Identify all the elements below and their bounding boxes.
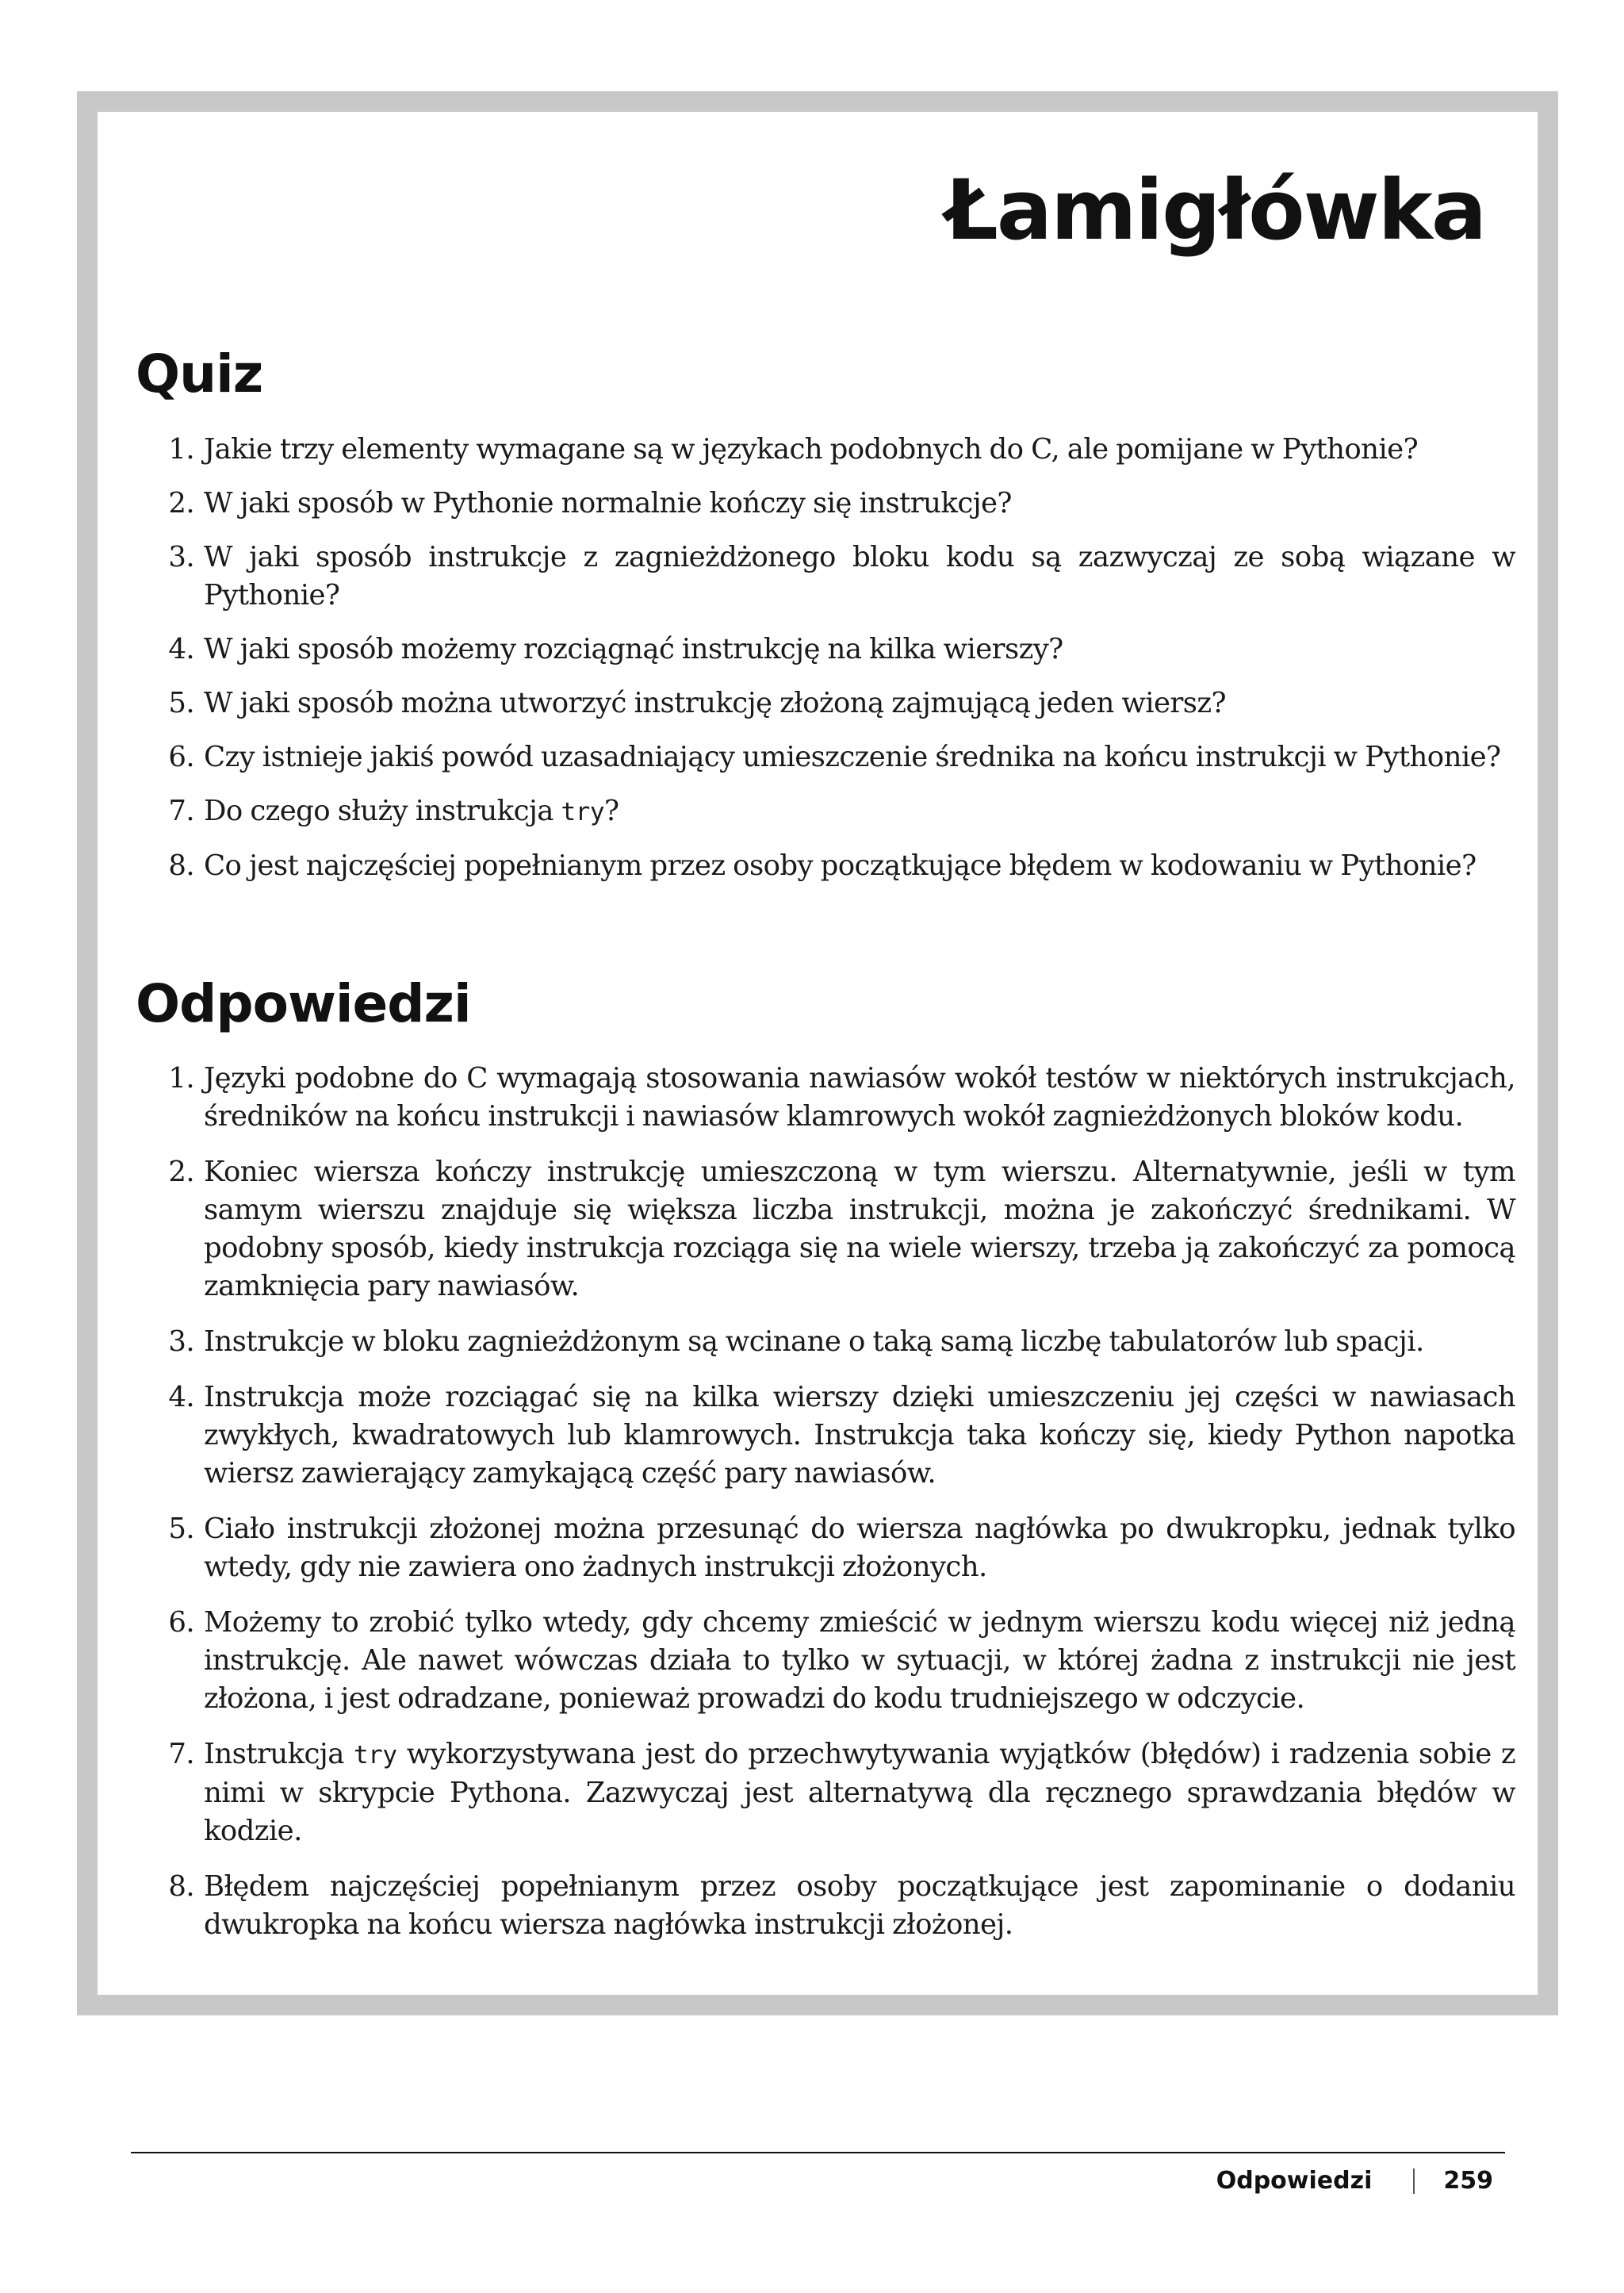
answer-item [136, 1510, 1515, 1586]
item-number: 3. [168, 1325, 194, 1358]
item-text: Możemy to zrobić tylko wtedy, gdy chcemy zmieścić w jednym wierszu kodu więcej niż jedną instrukcję. Ale nawet wówczas działa to tylko w sytuacji, w której żadna z instrukcji nie jest złożona, i jest odradzane, ponieważ prowadzi do kodu trudniejszego w odczycie. [204, 1606, 1515, 1715]
answer-item [136, 1060, 1515, 1136]
inline-code: try [561, 798, 605, 826]
quiz-question [136, 485, 1515, 523]
item-text: W jaki sposób w Pythonie normalnie kończy się instrukcje? [204, 487, 1012, 520]
quiz-question [136, 431, 1515, 469]
item-number: 4. [168, 1381, 194, 1413]
quiz-question [136, 738, 1515, 776]
item-number: 8. [168, 849, 194, 882]
item-text: Czy istnieje jakiś powód uzasadniający umieszczenie średnika na końcu instrukcji w Pythonie? [204, 741, 1501, 773]
item-text: Instrukcja może rozciągać się na kilka wierszy dzięki umieszczeniu jej części w nawiasach zwykłych, kwadratowych lub klamrowych. Instrukcja taka kończy się, kiedy Python napotka wiersz zawierający zamykającą część pary nawiasów. [204, 1381, 1515, 1490]
item-text: Jakie trzy elementy wymagane są w językach podobnych do C, ale pomijane w Pythonie? [204, 433, 1419, 466]
quiz-heading: Quiz [136, 343, 263, 405]
footer-separator [1413, 2168, 1415, 2194]
quiz-list [136, 431, 1515, 901]
answers-heading: Odpowiedzi [136, 973, 471, 1034]
chapter-title: Łamigłówka [945, 162, 1485, 259]
item-number: 1. [168, 1062, 194, 1095]
item-text: W jaki sposób można utworzyć instrukcję złożoną zajmującą jeden wiersz? [204, 687, 1226, 719]
quiz-question [136, 847, 1515, 885]
item-text: W jaki sposób instrukcje z zagnieżdżonego bloku kodu są zazwyczaj ze sobą wiązane w Pythonie? [204, 541, 1515, 612]
quiz-question [136, 684, 1515, 723]
item-text: wykorzystywana jest do przechwytywania wyjątków (błędów) i radzenia sobie z nimi w skrypcie Pythona. Zazwyczaj jest alternatywą dla ręcznego sprawdzania błędów w kodzie. [204, 1738, 1515, 1847]
puzzle-box [77, 91, 1558, 2015]
footer-section-title: Odpowiedzi [1216, 2167, 1373, 2195]
page-footer [1216, 2167, 1493, 2195]
item-text: Koniec wiersza kończy instrukcję umieszczoną w tym wierszu. Alternatywnie, jeśli w tym samym wierszu znajduje się większa liczba instrukcji, można je zakończyć średnikami. W podobny sposób, kiedy instrukcja rozciąga się na wiele wierszy, trzeba ją zakończyć za pomocą zamknięcia pary nawiasów. [204, 1156, 1515, 1302]
item-number: 8. [168, 1870, 194, 1903]
item-number: 4. [168, 633, 194, 665]
answer-item [136, 1868, 1515, 1944]
page-number: 259 [1443, 2167, 1493, 2195]
quiz-question [136, 539, 1515, 615]
answers-list [136, 1060, 1515, 1961]
item-text: ? [604, 795, 619, 827]
item-text: Błędem najczęściej popełnianym przez osoby początkujące jest zapominanie o dodaniu dwukropka na końcu wiersza nagłówka instrukcji złożonej. [204, 1870, 1515, 1941]
item-text: Instrukcje w bloku zagnieżdżonym są wcinane o taką samą liczbę tabulatorów lub spacji. [204, 1325, 1424, 1358]
item-text: Co jest najczęściej popełnianym przez osoby początkujące błędem w kodowaniu w Pythonie? [204, 849, 1477, 882]
item-number: 2. [168, 487, 194, 520]
item-number: 7. [168, 795, 194, 827]
item-number: 6. [168, 1606, 194, 1639]
item-number: 6. [168, 741, 194, 773]
item-text: Języki podobne do C wymagają stosowania nawiasów wokół testów w niektórych instrukcjach, średników na końcu instrukcji i nawiasów klamrowych wokół zagnieżdżonych bloków kodu. [204, 1062, 1515, 1133]
item-text: Instrukcja [204, 1738, 354, 1770]
item-text: W jaki sposób możemy rozciągnąć instrukcję na kilka wierszy? [204, 633, 1063, 665]
answer-item [136, 1378, 1515, 1493]
quiz-question [136, 631, 1515, 669]
answer-item [136, 1323, 1515, 1361]
item-number: 3. [168, 541, 194, 573]
item-number: 1. [168, 433, 194, 466]
answer-item [136, 1153, 1515, 1306]
item-text: Do czego służy instrukcja [204, 795, 561, 827]
item-number: 2. [168, 1156, 194, 1188]
inline-code: try [354, 1741, 397, 1770]
quiz-question [136, 792, 1515, 831]
item-number: 7. [168, 1738, 194, 1770]
answer-item [136, 1604, 1515, 1718]
answer-item [136, 1735, 1515, 1850]
item-number: 5. [168, 687, 194, 719]
footer-rule [131, 2152, 1505, 2153]
item-text: Ciało instrukcji złożonej można przesunąć do wiersza nagłówka po dwukropku, jednak tylko wtedy, gdy nie zawiera ono żadnych instrukcji złożonych. [204, 1513, 1515, 1583]
item-number: 5. [168, 1513, 194, 1545]
